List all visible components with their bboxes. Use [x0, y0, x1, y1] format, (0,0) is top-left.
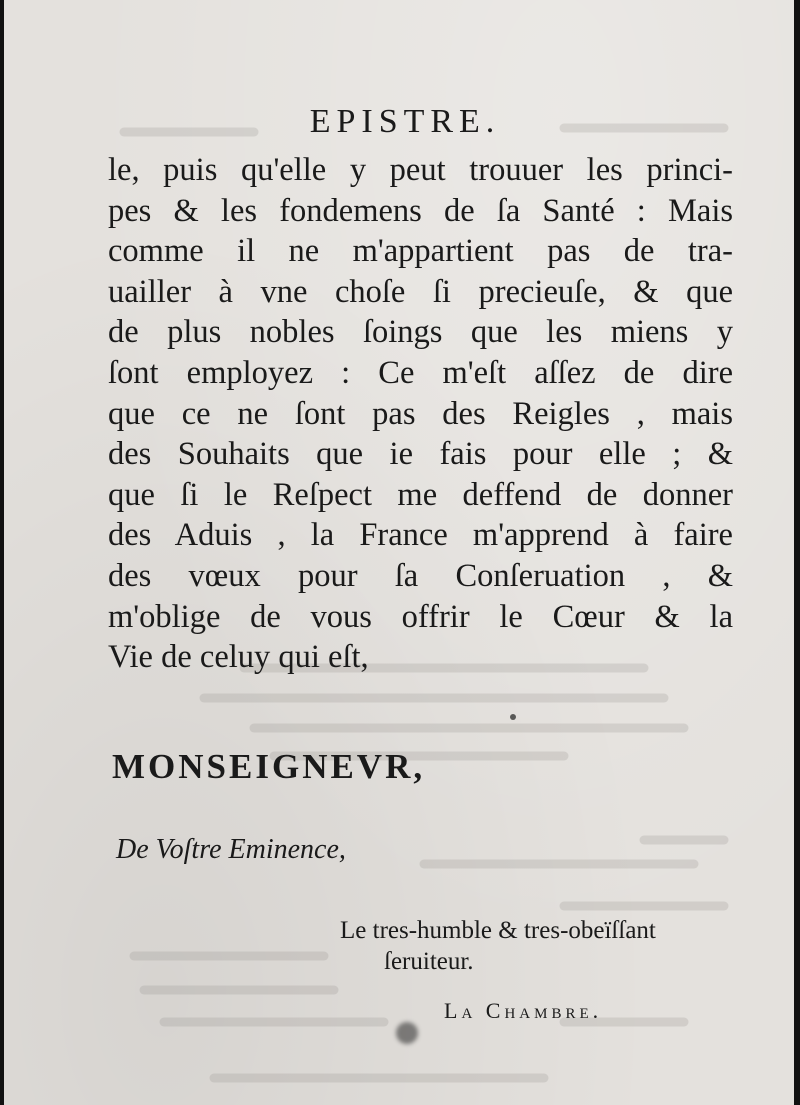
signature: La Chambre.: [444, 998, 603, 1023]
text-line: m'oblige de vous offrir le Cœur & la: [108, 598, 733, 635]
text-line: que ſi le Reſpect me deffend de donner: [108, 476, 733, 513]
text-line: uailler à vne choſe ſi precieuſe, & que: [108, 273, 733, 310]
text-line: le, puis qu'elle y peut trouuer les princi-: [108, 152, 733, 188]
text-line: que ce ne ſont pas des Reigles , mais: [108, 395, 733, 432]
salutation: MONSEIGNEVR,: [112, 747, 426, 786]
ink-dot: [510, 714, 516, 720]
ink-blot: [396, 1022, 418, 1044]
closing-line: Le tres-humble & tres-obeïſſant: [340, 917, 656, 944]
document-page: [4, 0, 794, 1105]
text-line: pes & les fondemens de ſa Santé : Mais: [108, 192, 733, 229]
text-line: de plus nobles ſoings que les miens y: [108, 314, 733, 351]
text-line: comme il ne m'appartient pas de tra-: [108, 233, 733, 270]
closing-line: ſeruiteur.: [384, 948, 474, 975]
text-line: des Aduis , la France m'apprend à faire: [108, 517, 733, 554]
closing-block: [340, 915, 656, 977]
body-text: [108, 150, 733, 678]
page-heading: EPISTRE.: [309, 103, 501, 140]
address-line: De Voſtre Eminence,: [116, 834, 346, 865]
text-line: Vie de celuy qui eſt,: [108, 639, 369, 676]
text-line: ſont employez : Ce m'eſt aſſez de dire: [108, 354, 733, 391]
text-line: des Souhaits que ie fais pour elle ; &: [108, 436, 733, 473]
text-line: des vœux pour ſa Conſeruation , &: [108, 557, 733, 594]
